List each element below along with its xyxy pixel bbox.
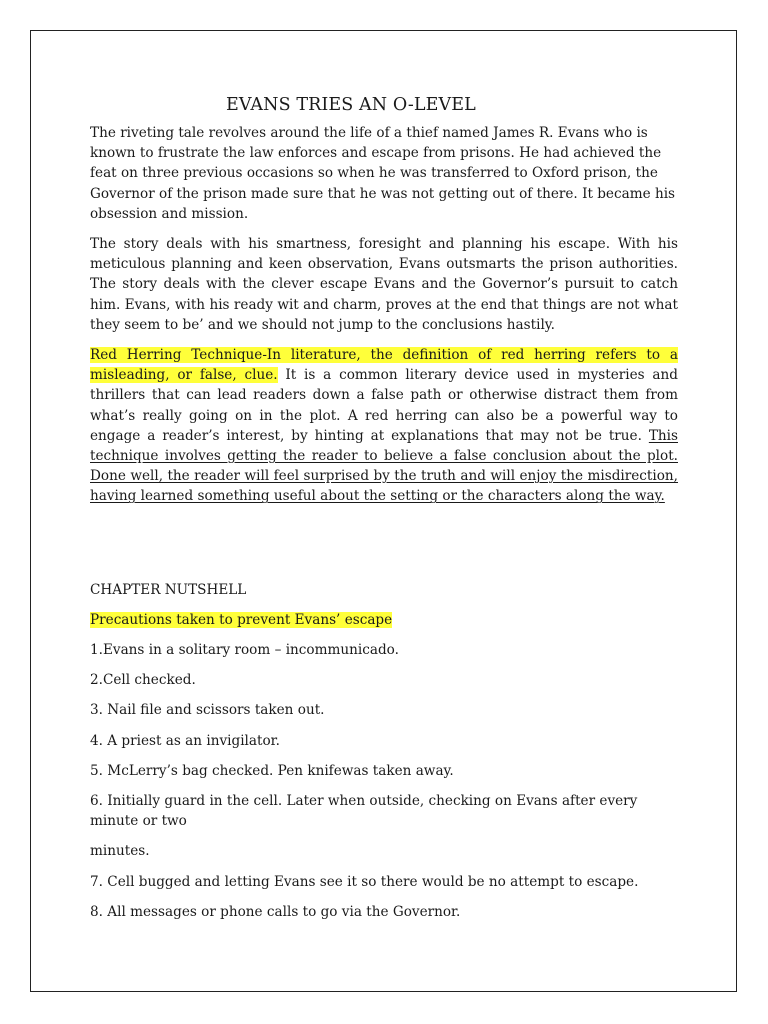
red-herring-paragraph [90, 345, 678, 507]
precaution-item-continued: minutes. [90, 843, 150, 860]
precautions-heading-highlight: Precautions taken to prevent Evans’ escape [90, 611, 393, 628]
red-herring-description: It is a common literary device used in mysteries and thrillers that can lead readers down a false path or otherwise distract them from what’s really going on in the plot. A red herring can also be a powerful way to engage a reader’s interest, by hinting at explanations that may not be true. [90, 367, 678, 444]
intro-paragraph: The riveting tale revolves around the life of a thief named James R. Evans who is known to frustrate the law enforces and escape from prisons. He had achieved the feat on three previous occasions so when he was transferred to Oxford prison, the Governor of the prison made sure that he was not getting out of there. It became his obsession and mission. [90, 125, 676, 222]
chapter-nutshell-heading: CHAPTER NUTSHELL [90, 581, 247, 598]
precaution-item: 7. Cell bugged and letting Evans see it so there would be no attempt to escape. [90, 873, 639, 890]
precaution-item: 6. Initially guard in the cell. Later when outside, checking on Evans after every minute or two [90, 793, 638, 830]
precaution-item: 4. A priest as an invigilator. [90, 732, 280, 749]
document-body [90, 92, 678, 932]
precaution-item: 8. All messages or phone calls to go via the Governor. [90, 903, 461, 920]
precaution-item: 5. McLerry’s bag checked. Pen knifewas taken away. [90, 762, 454, 779]
document-title: EVANS TRIES AN O-LEVEL [226, 95, 476, 115]
red-herring-definition-highlight: Red Herring Technique-In literature, the definition of red herring refers to a misleading, or false, clue. [90, 347, 678, 384]
precaution-item: 3. Nail file and scissors taken out. [90, 702, 325, 719]
precaution-item: 1.Evans in a solitary room – incommunicado. [90, 642, 399, 659]
precautions-heading [90, 610, 678, 630]
red-herring-underlined-text: This technique involves getting the reader to believe a false conclusion about the plot. Done well, the reader will feel surprised by the truth and will enjoy the misdirection, having learned something useful about the setting or the characters along the way. [90, 427, 678, 505]
precaution-item: 2.Cell checked. [90, 672, 196, 689]
story-paragraph: The story deals with his smartness, foresight and planning his escape. With his meticulous planning and keen observation, Evans outsmarts the prison authorities. The story deals with the clever escape Evans and the Governor’s pursuit to catch him. Evans, with his ready wit and charm, proves at the end that things are not what they seem to be’ and we should not jump to the conclusions hastily. [90, 236, 678, 333]
